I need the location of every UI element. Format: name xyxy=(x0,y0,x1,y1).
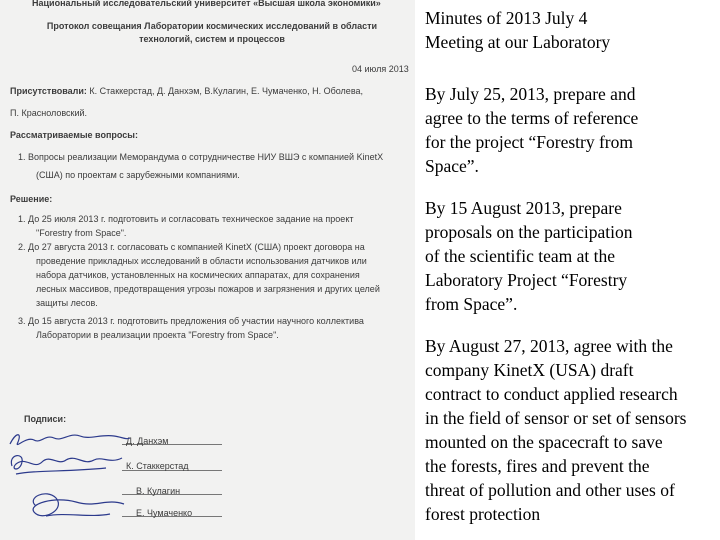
protocol-title: Протокол совещания Лаборатории космических исследований в области технологий, систем и процессов xyxy=(46,21,378,44)
handwritten-signatures xyxy=(6,426,136,536)
present-label: Присутствовали: xyxy=(10,86,87,96)
decision-line: 2. До 27 августа 2013 г. согласовать с компанией KinetX (США) проект договора на xyxy=(18,242,365,252)
questions-label: Рассматриваемые вопросы: xyxy=(10,130,138,140)
note-item-1: By July 25, 2013, prepare and agree to the terms of reference for the project “Forestry from Space”. xyxy=(425,84,639,176)
question-1: 1. Вопросы реализации Меморандума о сотрудничестве НИУ ВШЭ с компанией KinetX xyxy=(18,152,384,162)
notes-title-line-1: Minutes of 2013 July 4 xyxy=(425,8,588,28)
decision-label: Решение: xyxy=(10,194,53,204)
decision-line: 1. До 25 июля 2013 г. подготовить и согласовать техническое задание на проект xyxy=(18,214,354,224)
document-date: 04 июля 2013 xyxy=(352,64,409,74)
decision-line: "Forestry from Space". xyxy=(36,228,127,238)
decision-line: Лаборатории в реализации проекта "Forestry from Space". xyxy=(36,330,279,340)
decision-line: 3. До 15 августа 2013 г. подготовить предложения об участии научного коллектива xyxy=(18,316,364,326)
decision-line: набора датчиков, установленных на космических аппаратах, для сохранения xyxy=(36,270,360,280)
signatures-label: Подписи: xyxy=(24,414,67,424)
decision-line: лесных массивов, предотвращения угрозы пожаров и загрязнения и других целей xyxy=(36,284,380,294)
signer-chumachenko: Е. Чумаченко xyxy=(136,508,193,518)
notes-title xyxy=(425,6,610,54)
decision-line: защиты лесов. xyxy=(36,298,98,308)
decision-line: проведение прикладных исследований в области использования датчиков или xyxy=(36,256,367,266)
signer-kulagin: В. Кулагин xyxy=(136,486,181,496)
signer-dunham: Д. Данхэм xyxy=(126,436,169,446)
question-1-continued: (США) по проектам с зарубежными компаниями. xyxy=(36,170,240,180)
university-header: Национальный исследовательский университет «Высшая школа экономики» xyxy=(32,0,381,8)
notes-title-line-2: Meeting at our Laboratory xyxy=(425,32,611,52)
present-names: К. Стаккерстад, Д. Данхэм, В.Кулагин, Е. Чумаченко, Н. Оболева, xyxy=(89,86,364,96)
signer-stakkerstad: К. Стаккерстад xyxy=(126,461,189,471)
note-item-2: By 15 August 2013, prepare proposals on the participation of the scientific team at the Laboratory Project “Forestry from Space”. xyxy=(425,198,633,314)
present-names-continued: П. Красноловский. xyxy=(10,108,88,118)
note-item-3: By August 27, 2013, agree with the company KinetX (USA) draft contract to conduct applied research in the field of sensor or set of sensors mounted on the spacecraft to save the forests, fires and prevent the threat of pollution and other uses of forest protection xyxy=(425,336,687,524)
